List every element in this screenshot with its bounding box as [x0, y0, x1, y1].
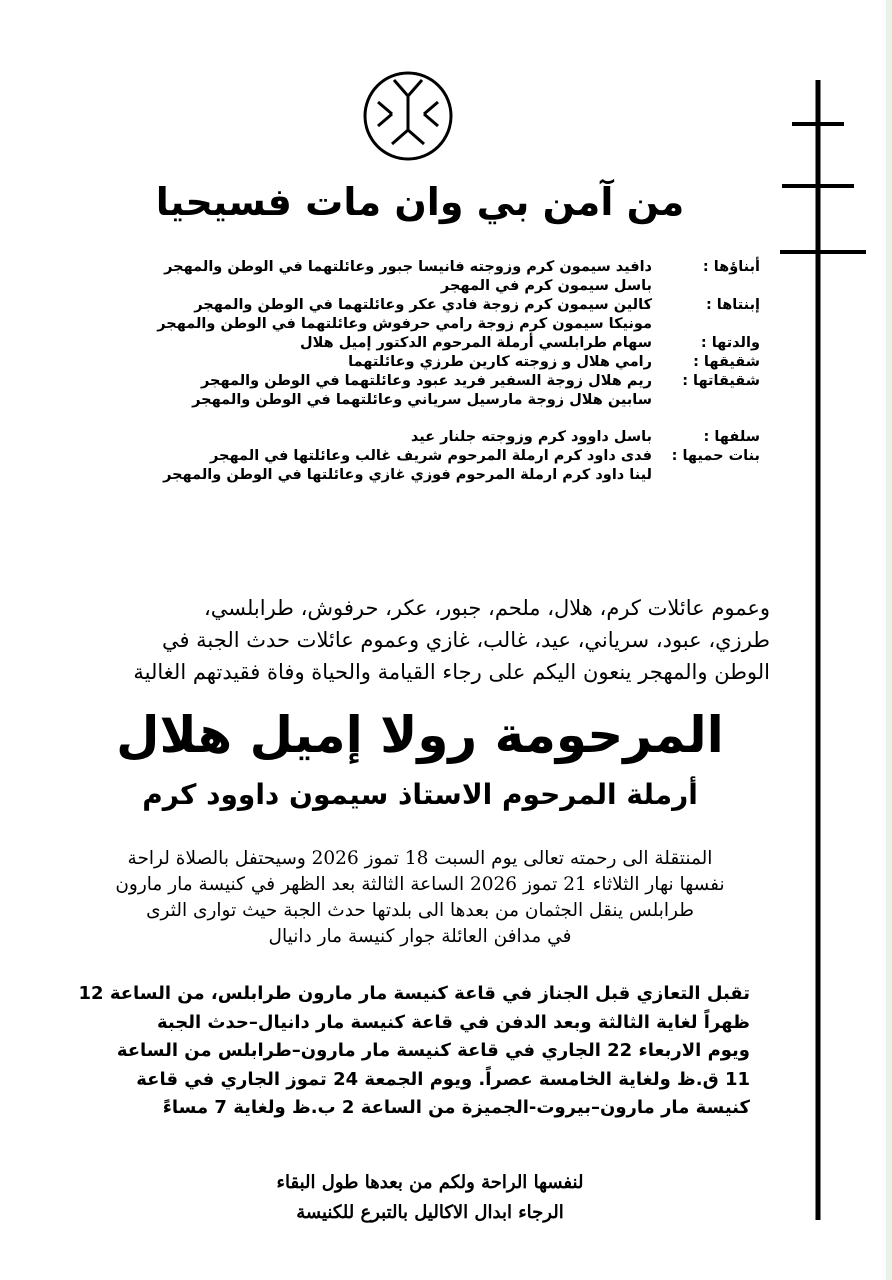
relatives-line: طرزي، عبود، سرياني، عيد، غالب، غازي وعموم عائلات حدث الجبة في — [161, 628, 770, 652]
family-value: باسل سيمون كرم في المهجر — [440, 278, 652, 294]
family-row — [110, 353, 770, 372]
family-label: شقيقها : — [693, 354, 760, 370]
family-row — [110, 466, 770, 485]
family-value: رامي هلال و زوجته كارين طرزي وعائلتهما — [348, 354, 652, 370]
family-value: ريم هلال زوجة السفير فريد عبود وعائلتهما في الوطن والمهجر — [200, 373, 652, 389]
family-row — [110, 296, 770, 315]
condolences-line: كنيسة مار مارون–بيروت-الجميزة من الساعة 2 ب.ظ ولغاية 7 مساءً — [162, 1097, 750, 1118]
closing-lines — [160, 1168, 700, 1228]
details-line: طرابلس ينقل الجثمان من بعدها الى بلدتها حدث الجبة حيث توارى الثرى — [146, 900, 694, 921]
family-value: كالين سيمون كرم زوجة فادي عكر وعائلتهما في الوطن والمهجر — [194, 297, 652, 313]
relatives-line: وعموم عائلات كرم، هلال، ملحم، جبور، عكر، حرفوش، طرابلسي، — [203, 596, 770, 620]
family-value: مونيكا سيمون كرم زوجة رامي حرفوش وعائلتهما في الوطن والمهجر — [157, 316, 652, 332]
closing-line: الرجاء ابدال الاكاليل بالتبرع للكنيسة — [296, 1202, 564, 1223]
family-row — [110, 372, 770, 391]
scripture-title: من آمن بي وان مات فسيحيا — [155, 180, 685, 224]
family-value: سابين هلال زوجة مارسيل سرياني وعائلتهما في الوطن والمهجر — [192, 392, 652, 408]
family-value: فدى داود كرم ارملة المرحوم شريف غالب وعائلتها في المهجر — [209, 448, 652, 464]
condolences-line: ويوم الاربعاء 22 الجاري في قاعة كنيسة مار مارون–طرابلس من الساعة — [116, 1040, 750, 1061]
relatives-line: الوطن والمهجر ينعون اليكم على رجاء القيامة والحياة وفاة فقيدتهم الغالية — [133, 660, 770, 684]
condolences-line: ظهراً لغاية الثالثة وبعد الدفن في قاعة كنيسة مار دانيال–حدث الجبة — [156, 1011, 750, 1033]
chi-rho-circle-icon — [362, 70, 454, 162]
family-value: لينا داود كرم ارملة المرحوم فوزي غازي وعائلتها في الوطن والمهجر — [163, 467, 652, 483]
deceased-widow-of: أرملة المرحوم الاستاذ سيمون داوود كرم — [142, 778, 698, 811]
family-row — [110, 447, 770, 466]
closing-line: لنفسها الراحة ولكم من بعدها طول البقاء — [276, 1172, 584, 1193]
deceased-name: المرحومة رولا إميل هلال — [116, 706, 724, 764]
family-label: إبنتاها : — [705, 297, 760, 313]
family-label: شقيقاتها : — [682, 373, 760, 389]
relatives-paragraph — [110, 592, 770, 688]
family-label: والدتها : — [700, 335, 760, 351]
family-row — [110, 428, 770, 447]
family-value: باسل داوود كرم وزوجته جلنار عيد — [410, 429, 652, 445]
condolences-line: تقبل التعازي قبل الجناز في قاعة كنيسة مار مارون طرابلس، من الساعة 12 — [78, 983, 750, 1004]
page-edge — [886, 0, 892, 1280]
condolences-info — [60, 980, 750, 1123]
triple-bar-cross-icon — [780, 80, 870, 1220]
family-list — [110, 258, 770, 485]
family-row — [110, 277, 770, 296]
funeral-details — [80, 846, 760, 950]
family-label: أبناؤها : — [702, 259, 760, 275]
family-label: سلفها : — [703, 429, 760, 445]
details-line: نفسها نهار الثلاثاء 21 تموز 2026 الساعة الثالثة بعد الظهر في كنيسة مار مارون — [115, 874, 725, 895]
family-row — [110, 391, 770, 410]
family-value: دافيد سيمون كرم وزوجته فانيسا جبور وعائلتهما في الوطن والمهجر — [164, 259, 652, 275]
family-label: بنات حميها : — [671, 448, 760, 464]
details-line: المنتقلة الى رحمته تعالى يوم السبت 18 تموز 2026 وسيحتفل بالصلاة لراحة — [127, 848, 713, 869]
family-row — [110, 258, 770, 277]
condolences-line: 11 ق.ظ ولغاية الخامسة عصراً. ويوم الجمعة 24 تموز الجاري في قاعة — [136, 1068, 750, 1090]
details-line: في مدافن العائلة جوار كنيسة مار دانيال — [268, 926, 572, 947]
family-row — [110, 315, 770, 334]
family-value: سهام طرابلسي أرملة المرحوم الدكتور إميل هلال — [300, 335, 652, 351]
family-row — [110, 334, 770, 353]
